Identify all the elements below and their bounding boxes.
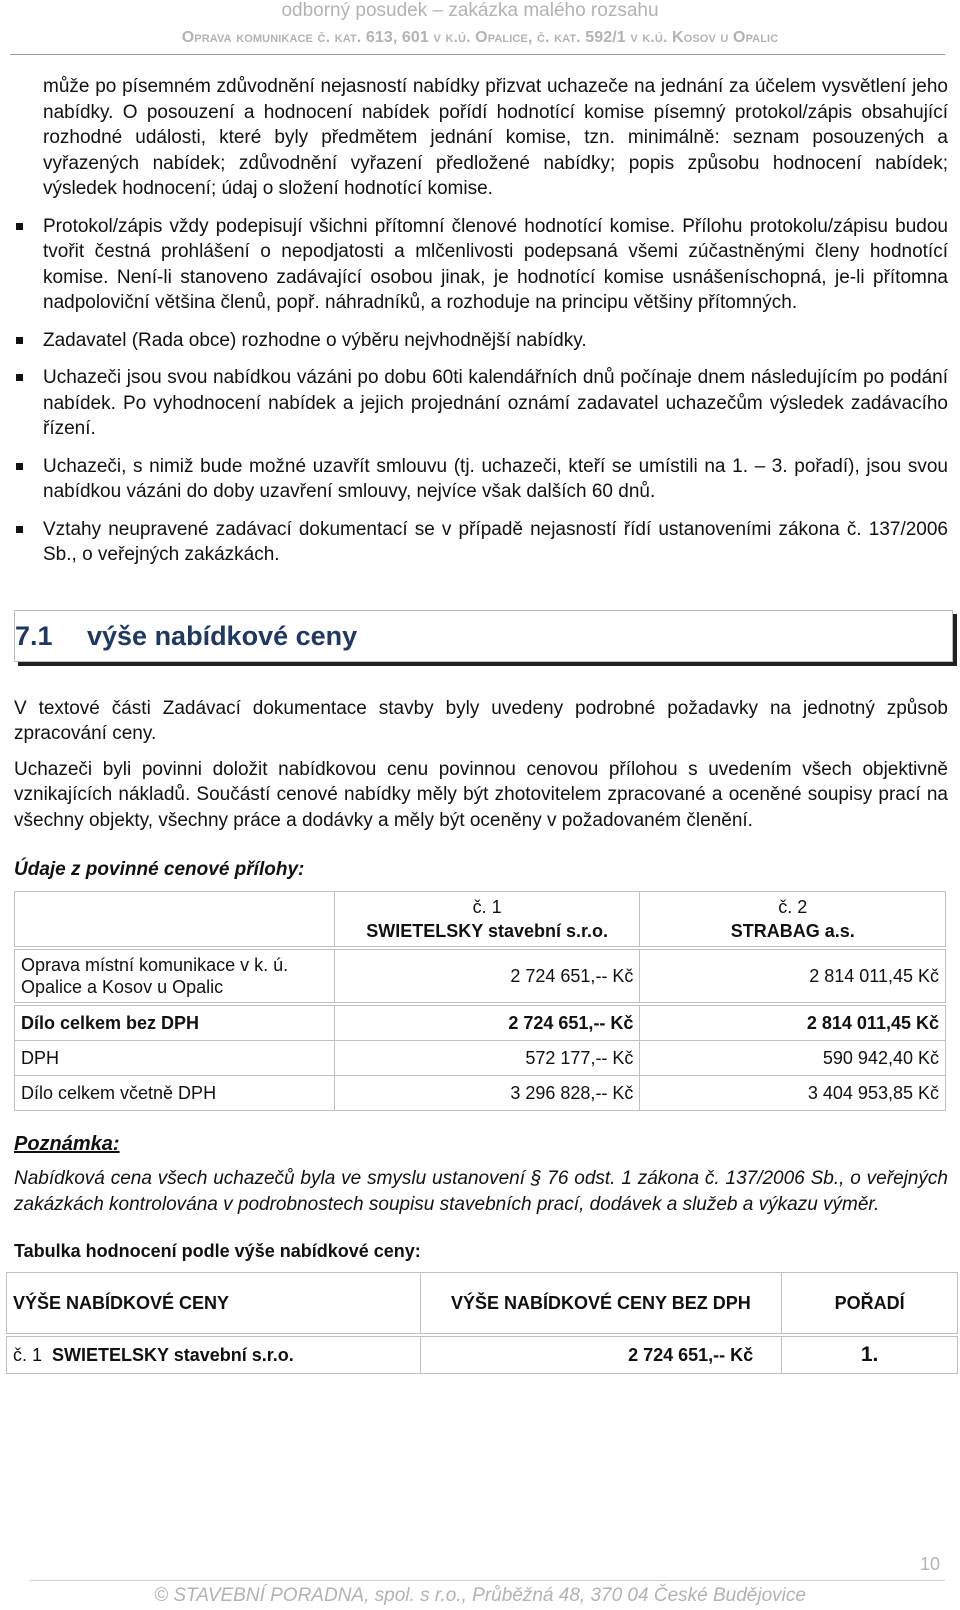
section-number: 7.1 xyxy=(15,620,53,651)
row-value: 2 814 011,45 Kč xyxy=(640,1004,946,1041)
row-value: 572 177,-- Kč xyxy=(334,1041,640,1076)
section-paragraph: V textové části Zadávací dokumentace stavby byly uvedeny podrobné požadavky na jednotný způsob zpracování ceny. xyxy=(14,697,948,744)
eval-header-cell: VÝŠE NABÍDKOVÉ CENY xyxy=(7,1273,421,1336)
footer-text: © STAVEBNÍ PORADNA, spol. s r.o., Průběžná 48, 370 04 České Budějovice xyxy=(154,1585,806,1606)
row-label: Oprava místní komunikace v k. ú. Opalice a Kosov u Opalic xyxy=(15,948,335,1004)
table-row xyxy=(15,1076,946,1111)
bullet-item xyxy=(14,517,948,568)
document-body xyxy=(14,74,948,1374)
bullet-item xyxy=(14,454,948,505)
section-title: výše nabídkové ceny xyxy=(87,620,358,651)
row-value: 3 404 953,85 Kč xyxy=(640,1076,946,1111)
eval-price-cell: 2 724 651,-- Kč xyxy=(420,1335,782,1374)
page-number: 10 xyxy=(919,1554,940,1574)
note-text: Nabídková cena všech uchazečů byla ve smyslu ustanovení § 76 odst. 1 zákona č. 137/2006 Sb., o veřejných zakázkách kontrolována v podrobnostech soupisu stavebních prací, dodávek a služeb a výkazu výměr. xyxy=(14,1168,948,1215)
header-subtitle: Oprava komunikace č. kat. 613, 601 v k.ú. Opalice, č. kat. 592/1 v k.ú. Kosov u Opalic xyxy=(181,29,779,46)
bidder-number: č. 2 xyxy=(778,897,808,917)
section-paragraph: Uchazeči byli povinni doložit nabídkovou cenu povinnou cenovou přílohou s uvedením všech objektivně vznikajících nákladů. Součástí cenové nabídky měly být zhotovitelem zpracované a oceněné soupisy prací na všechny objekty, všechny práce a dodávky a měly být oceněny v požadovaném členění. xyxy=(14,758,948,831)
bullet-item xyxy=(14,365,948,442)
bullet-text: Uchazeči, s nimiž bude možné uzavřít smlouvu (tj. uchazeči, kteří se umístili na 1. – 3. pořadí), jsou svou nabídkou vázáni do doby uzavření smlouvy, nejvíce však dalších 60 dnů. xyxy=(43,455,948,502)
bidder-header xyxy=(640,892,946,949)
table-row xyxy=(15,1004,946,1041)
price-table-heading: Údaje z povinné cenové přílohy: xyxy=(14,859,305,880)
eval-bidder-cell xyxy=(7,1335,421,1374)
bidder-name: SWIETELSKY stavební s.r.o. xyxy=(366,921,609,941)
bullet-text: Vztahy neupravené zadávací dokumentací se v případě nejasností řídí ustanoveními zákona č. 137/2006 Sb., o veřejných zakázkách. xyxy=(43,518,948,565)
header-divider xyxy=(10,54,945,55)
bidder-name: SWIETELSKY stavební s.r.o. xyxy=(52,1344,294,1365)
square-bullet-icon xyxy=(16,374,23,381)
bullet-text: Protokol/zápis vždy podepisují všichni přítomní členové hodnotící komise. Přílohu protokolu/zápisu budou tvořit čestná prohlášení o nepodjatosti a mlčenlivosti podepsaná všemi zúčastněnými členy hodnotící komise. Není-li stanoveno zadávající osobou jinak, je hodnotící komise usnášeníschopná, je-li přítomna nadpoloviční většina členů, popř. náhradníků, a rozhoduje na principu většiny přítomných. xyxy=(43,215,948,313)
square-bullet-icon xyxy=(16,223,23,230)
intro-paragraph: může po písemném zdůvodnění nejasností nabídky přizvat uchazeče na jednání za účelem vysvětlení jeho nabídky. O posouzení a hodnocení nabídek pořídí hodnotící komise písemný protokol/zápis obsahující rozhodné události, které byly předmětem jednání komise, tzn. minimálně: seznam posouzených a vyřazených nabídek; zdůvodnění vyřazení předložené nabídky; popis způsobu hodnocení nabídek; výsledek hodnocení; údaj o složení hodnotící komise. xyxy=(43,76,948,199)
price-table-header-row xyxy=(15,892,946,949)
header-title: odborný posudek – zakázka malého rozsahu xyxy=(281,0,659,21)
bullet-text: Uchazeči jsou svou nabídkou vázáni po dobu 60ti kalendářních dnů počínaje dnem následujícím po podání nabídek. Po vyhodnocení nabídek a jejich projednání oznámí zadavatel uchazečům výsledek zadávacího řízení. xyxy=(43,367,948,439)
row-label: Dílo celkem včetně DPH xyxy=(15,1076,335,1111)
table-row xyxy=(7,1335,958,1374)
eval-table-heading: Tabulka hodnocení podle výše nabídkové ceny: xyxy=(14,1241,421,1261)
evaluation-table xyxy=(6,1272,958,1374)
row-value: 2 724 651,-- Kč xyxy=(334,948,640,1004)
section-heading-box xyxy=(14,610,953,662)
row-label: Dílo celkem bez DPH xyxy=(15,1004,335,1041)
square-bullet-icon xyxy=(16,337,23,344)
row-value: 590 942,40 Kč xyxy=(640,1041,946,1076)
bidder-number: č. 1 xyxy=(472,897,502,917)
eval-header-cell: VÝŠE NABÍDKOVÉ CENY BEZ DPH xyxy=(420,1273,782,1336)
row-value: 3 296 828,-- Kč xyxy=(334,1076,640,1111)
table-row xyxy=(15,948,946,1004)
square-bullet-icon xyxy=(16,526,23,533)
price-table xyxy=(14,891,946,1111)
bidder-name: STRABAG a.s. xyxy=(730,921,855,941)
bullet-item xyxy=(14,328,948,354)
row-label: DPH xyxy=(15,1041,335,1076)
eval-table-header-row xyxy=(7,1273,958,1336)
footer-divider xyxy=(30,1580,945,1581)
eval-rank-cell: 1. xyxy=(782,1335,958,1374)
table-row xyxy=(15,1041,946,1076)
row-value: 2 724 651,-- Kč xyxy=(334,1004,640,1041)
eval-header-cell: POŘADÍ xyxy=(782,1273,958,1336)
bidder-number: č. 1 xyxy=(13,1344,43,1365)
note-heading: Poznámka: xyxy=(14,1133,120,1155)
square-bullet-icon xyxy=(16,463,23,470)
empty-header-cell xyxy=(15,892,335,949)
row-value: 2 814 011,45 Kč xyxy=(640,948,946,1004)
bidder-header xyxy=(334,892,640,949)
bullet-text: Zadavatel (Rada obce) rozhodne o výběru nejvhodnější nabídky. xyxy=(43,329,587,351)
bullet-item xyxy=(14,214,948,316)
